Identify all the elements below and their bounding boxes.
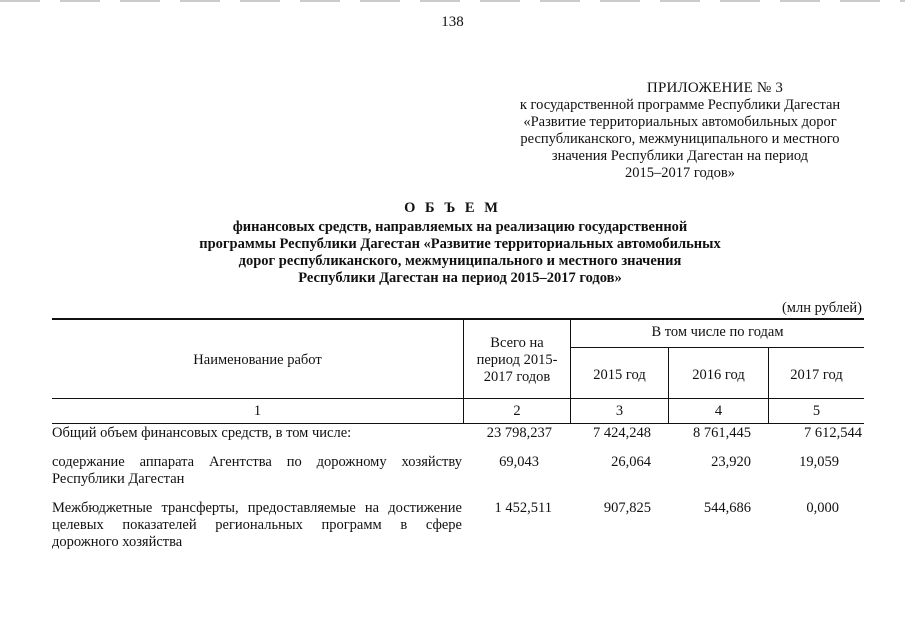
column-number: 4 bbox=[714, 403, 723, 419]
row-total: 1 452,511 bbox=[494, 500, 552, 516]
row-name-line: целевых показателей региональных программ в сфере bbox=[52, 517, 462, 533]
header-year-2015: 2015 год bbox=[593, 367, 646, 383]
row-2017: 7 612,544 bbox=[804, 425, 862, 441]
table-top-rule bbox=[52, 318, 864, 320]
header-total-line: период 2015- bbox=[476, 352, 558, 368]
row-2016: 23,920 bbox=[711, 454, 751, 470]
column-number: 1 bbox=[253, 403, 262, 419]
document-subtitle bbox=[150, 219, 770, 287]
appendix-line: 2015–2017 годов» bbox=[624, 165, 736, 181]
row-total: 23 798,237 bbox=[486, 425, 552, 441]
row-name-line: дорожного хозяйства bbox=[52, 534, 183, 550]
row-2015: 26,064 bbox=[611, 454, 651, 470]
column-number: 3 bbox=[615, 403, 624, 419]
row-total: 69,043 bbox=[499, 454, 539, 470]
appendix-line: к государственной программе Республики Дагестан bbox=[519, 97, 841, 113]
column-number: 2 bbox=[513, 403, 521, 419]
subtitle-line: Республики Дагестан на период 2015–2017 годов» bbox=[298, 270, 622, 286]
header-total-line: 2017 годов bbox=[483, 369, 551, 385]
appendix-title: ПРИЛОЖЕНИЕ № 3 bbox=[646, 80, 784, 96]
row-name-line: Межбюджетные трансферты, предоставляемые на достижение bbox=[52, 500, 462, 516]
row-name bbox=[52, 500, 462, 551]
header-year-2016: 2016 год bbox=[692, 367, 745, 383]
row-2016: 8 761,445 bbox=[693, 425, 751, 441]
header-total bbox=[464, 335, 570, 386]
header-by-years: В том числе по годам bbox=[651, 324, 784, 340]
row-name-line: Республики Дагестан bbox=[52, 471, 185, 487]
subtitle-line: финансовых средств, направляемых на реализацию государственной bbox=[232, 219, 688, 235]
subtitle-line: дорог республиканского, межмуниципального и местного значения bbox=[238, 253, 682, 269]
row-2015: 907,825 bbox=[603, 500, 651, 516]
scan-top-edge bbox=[0, 0, 905, 2]
header-year-2017: 2017 год bbox=[790, 367, 843, 383]
row-2015: 7 424,248 bbox=[593, 425, 651, 441]
row-2016: 544,686 bbox=[703, 500, 751, 516]
row-2017: 0,000 bbox=[806, 500, 839, 516]
appendix-line: значения Республики Дагестан на период bbox=[551, 148, 809, 164]
header-bottom-rule bbox=[52, 398, 864, 399]
appendix-line: «Развитие территориальных автомобильных дорог bbox=[523, 114, 837, 130]
document-title: О Б Ъ Е М bbox=[404, 200, 501, 216]
years-header-rule bbox=[570, 347, 864, 348]
appendix-block bbox=[490, 80, 870, 182]
row-name bbox=[52, 454, 462, 488]
header-total-line: Всего на bbox=[490, 335, 544, 351]
subtitle-line: программы Республики Дагестан «Развитие территориальных автомобильных bbox=[199, 236, 721, 252]
row-2017: 19,059 bbox=[799, 454, 839, 470]
row-name-line: содержание аппарата Агентства по дорожному хозяйству bbox=[52, 454, 462, 470]
column-number: 5 bbox=[812, 403, 821, 419]
page-number: 138 bbox=[441, 14, 464, 30]
appendix-line: республиканского, межмуниципального и местного bbox=[520, 131, 840, 147]
header-name: Наименование работ bbox=[193, 352, 322, 368]
row-name: Общий объем финансовых средств, в том числе: bbox=[52, 425, 352, 441]
units-label: (млн рублей) bbox=[781, 300, 862, 316]
column-numbers-rule bbox=[52, 423, 864, 424]
